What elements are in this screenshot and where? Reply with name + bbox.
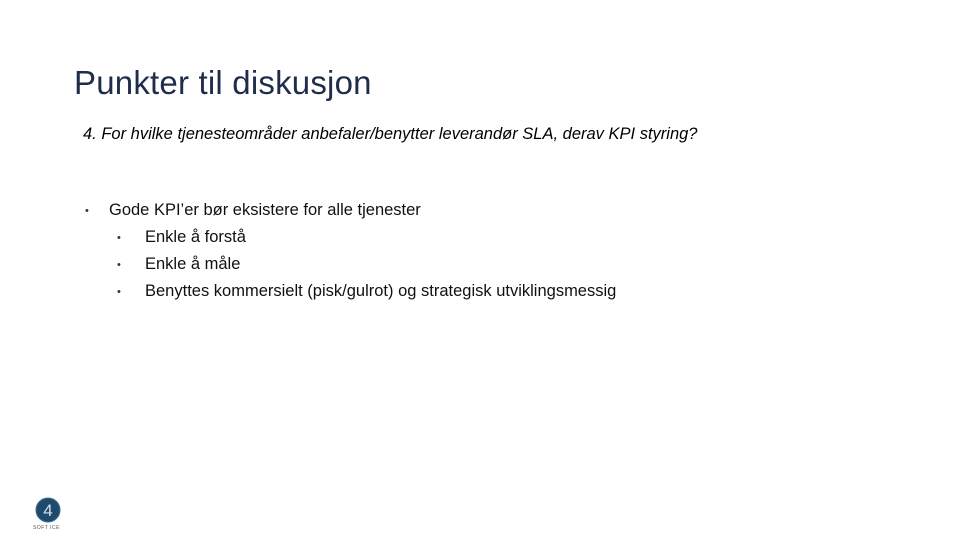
- sub-bullet-item: Enkle å forstå: [145, 228, 246, 246]
- bullet-dot: •: [85, 205, 89, 217]
- sub-bullet-dot: •: [117, 259, 121, 271]
- sub-bullet-dot: •: [117, 286, 121, 298]
- slide-title: Punkter til diskusjon: [74, 64, 372, 101]
- logo-caption: SOFT ICE: [33, 525, 60, 531]
- sub-bullet-dot: •: [117, 232, 121, 244]
- logo-number: 4: [43, 501, 53, 520]
- bullet-item: Gode KPI’er bør eksistere for alle tjenester: [109, 201, 421, 219]
- sub-bullet-item: Benyttes kommersielt (pisk/gulrot) og strategisk utviklingsmessig: [145, 282, 617, 300]
- discussion-question: 4. For hvilke tjenesteområder anbefaler/benytter leverandør SLA, derav KPI styring?: [83, 125, 698, 143]
- sub-bullet-item: Enkle å måle: [145, 255, 241, 273]
